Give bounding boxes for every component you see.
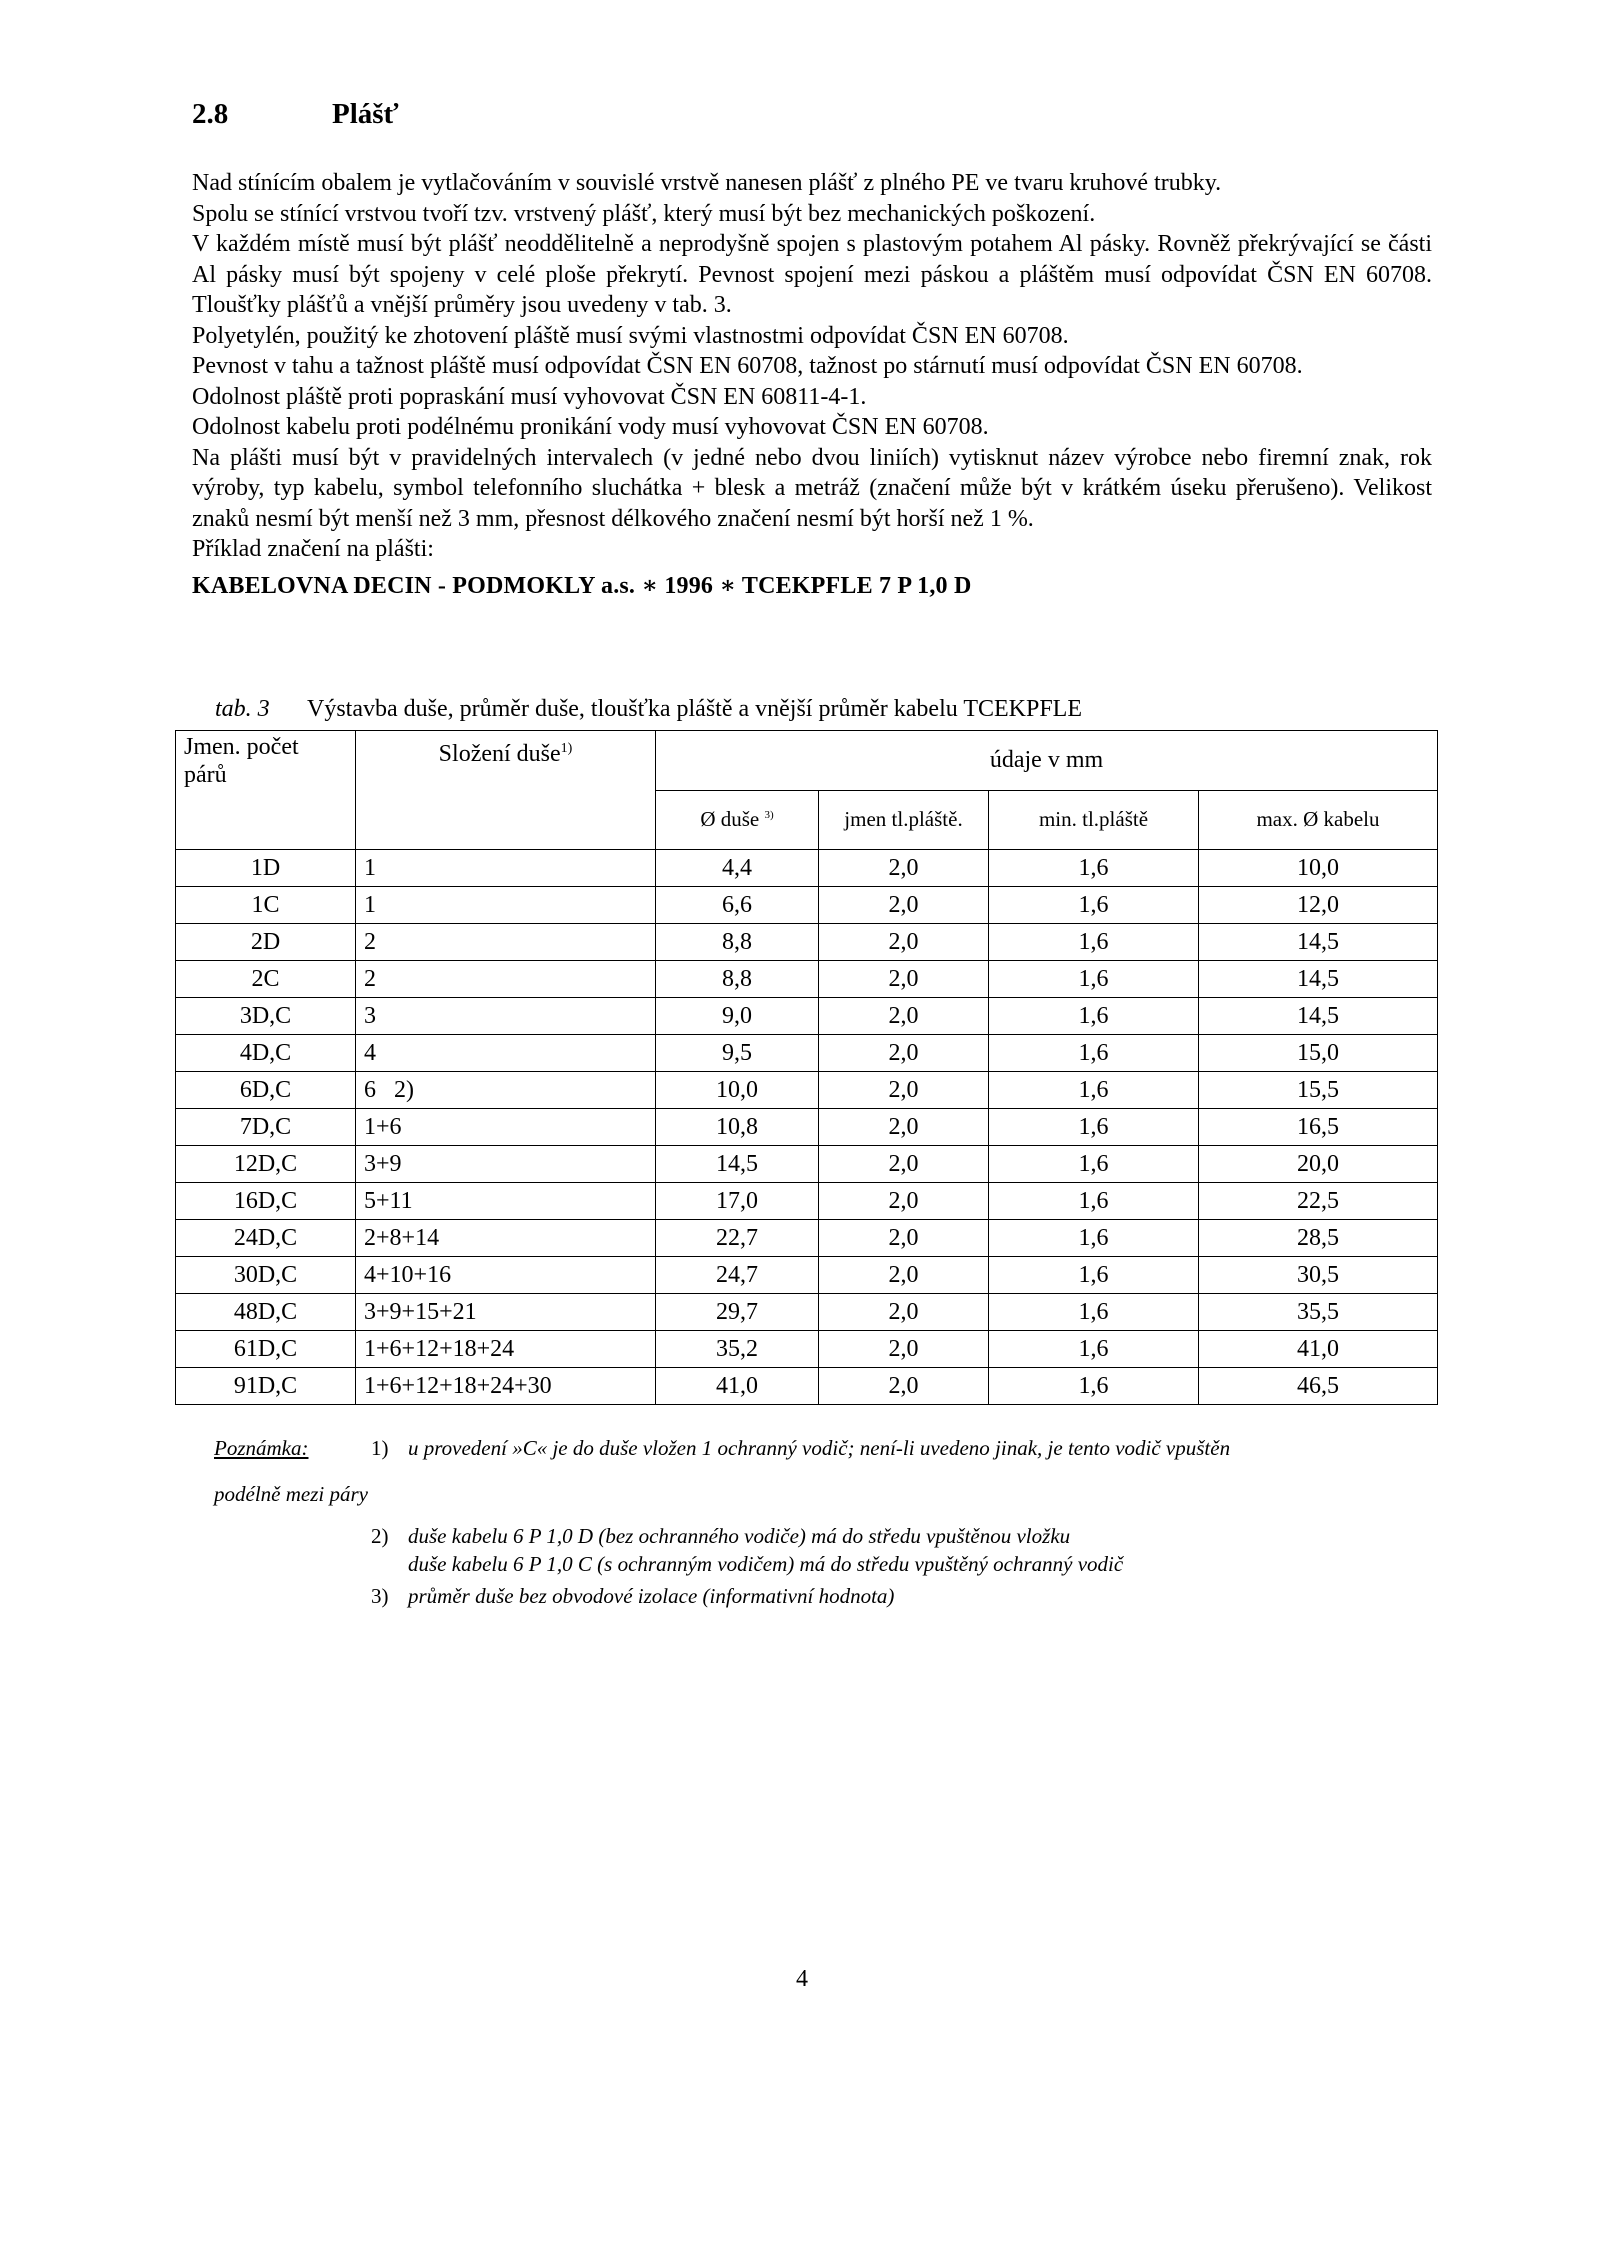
composition-cell: 3+9+15+21 [356, 1294, 656, 1331]
composition-cell: 1+6+12+18+24 [356, 1331, 656, 1368]
paragraph: Na plášti musí být v pravidelných intervalech (v jedné nebo dvou liniích) vytisknut název výrobce nebo firemní znak, rok výroby, typ kabelu, symbol telefonního sluchátka + blesk a metráž (značení může být v krátkém úseku přerušeno). Velikost znaků nesmí být menší než 3 mm, přesnost délkového značení nesmí být horší než 1 %. [192, 444, 1432, 532]
table-caption [215, 696, 1082, 723]
composition-cell: 4 [356, 1035, 656, 1072]
paragraph: Spolu se stínící vrstvou tvoří tzv. vrstvený plášť, který musí být bez mechanických poškození. [192, 200, 1096, 227]
core-diameter-cell: 41,0 [656, 1368, 819, 1405]
header-core-diameter-text: Ø duše [700, 807, 760, 832]
table-row [176, 1220, 1438, 1257]
section-number: 2.8 [192, 98, 229, 130]
composition-cell: 2 [356, 924, 656, 961]
table-row [176, 924, 1438, 961]
nominal-thickness-cell: 2,0 [819, 1183, 989, 1220]
max-diameter-cell: 28,5 [1199, 1220, 1438, 1257]
table-label: tab. 3 [215, 696, 270, 722]
nominal-thickness-cell: 2,0 [819, 1109, 989, 1146]
min-thickness-cell: 1,6 [989, 850, 1199, 887]
pairs-cell: 12D,C [176, 1146, 356, 1183]
cable-table [175, 730, 1438, 1405]
max-diameter-cell: 12,0 [1199, 887, 1438, 924]
header-composition-sup: 1) [560, 741, 573, 756]
header-min-thickness: min. tl.pláště [989, 790, 1199, 850]
composition-cell: 3 [356, 998, 656, 1035]
note-3-text: průměr duše bez obvodové izolace (informativní hodnota) [408, 1584, 895, 1608]
min-thickness-cell: 1,6 [989, 1220, 1199, 1257]
nominal-thickness-cell: 2,0 [819, 1294, 989, 1331]
composition-cell: 2+8+14 [356, 1220, 656, 1257]
paragraph: Odolnost pláště proti popraskání musí vyhovovat ČSN EN 60811-4-1. [192, 383, 867, 410]
marking-example: KABELOVNA DECIN - PODMOKLY a.s. ∗ 1996 ∗ TCEKPFLE 7 P 1,0 D [192, 572, 972, 599]
min-thickness-cell: 1,6 [989, 924, 1199, 961]
table-row [176, 1072, 1438, 1109]
table-caption-text: Výstavba duše, průměr duše, tloušťka pláště a vnější průměr kabelu TCEKPFLE [307, 696, 1082, 722]
core-diameter-cell: 4,4 [656, 850, 819, 887]
pairs-cell: 48D,C [176, 1294, 356, 1331]
min-thickness-cell: 1,6 [989, 1035, 1199, 1072]
min-thickness-cell: 1,6 [989, 1146, 1199, 1183]
header-pairs [176, 731, 356, 850]
header-nominal-thickness: jmen tl.pláště. [819, 790, 989, 850]
body-text [192, 168, 1432, 601]
header-core-diameter-sup: 3) [764, 809, 774, 822]
nominal-thickness-cell: 2,0 [819, 1331, 989, 1368]
max-diameter-cell: 20,0 [1199, 1146, 1438, 1183]
note-1-number: 1) [371, 1436, 389, 1460]
max-diameter-cell: 22,5 [1199, 1183, 1438, 1220]
composition-cell: 1 [356, 850, 656, 887]
min-thickness-cell: 1,6 [989, 1294, 1199, 1331]
core-diameter-cell: 6,6 [656, 887, 819, 924]
nominal-thickness-cell: 2,0 [819, 924, 989, 961]
table-row [176, 1109, 1438, 1146]
paragraph: V každém místě musí být plášť neoddělitelně a neprodyšně spojen s plastovým potahem Al pásky. Rovněž překrývající se části Al pásky musí být spojeny v celé ploše překrytí. Pevnost spojení mezi páskou a pláštěm musí odpovídat ČSN EN 60708. Tloušťky plášťů a vnější průměry jsou uvedeny v tab. 3. [192, 231, 1432, 318]
max-diameter-cell: 41,0 [1199, 1331, 1438, 1368]
section-title: Plášť [332, 98, 399, 130]
table-row [176, 850, 1438, 887]
core-diameter-cell: 14,5 [656, 1146, 819, 1183]
paragraph: Pevnost v tahu a tažnost pláště musí odpovídat ČSN EN 60708, tažnost po stárnutí musí odpovídat ČSN EN 60708. [192, 353, 1303, 379]
table-row [176, 887, 1438, 924]
composition-cell: 2 [356, 961, 656, 998]
section-heading [192, 98, 399, 131]
core-diameter-cell: 29,7 [656, 1294, 819, 1331]
nominal-thickness-cell: 2,0 [819, 1368, 989, 1405]
max-diameter-cell: 35,5 [1199, 1294, 1438, 1331]
pairs-cell: 91D,C [176, 1368, 356, 1405]
header-group: údaje v mm [656, 731, 1438, 791]
pairs-cell: 6D,C [176, 1072, 356, 1109]
nominal-thickness-cell: 2,0 [819, 887, 989, 924]
min-thickness-cell: 1,6 [989, 1183, 1199, 1220]
core-diameter-cell: 8,8 [656, 961, 819, 998]
pairs-cell: 16D,C [176, 1183, 356, 1220]
core-diameter-cell: 9,5 [656, 1035, 819, 1072]
composition-cell: 4+10+16 [356, 1257, 656, 1294]
header-max-diameter: max. Ø kabelu [1199, 790, 1438, 850]
note-2-line-1: duše kabelu 6 P 1,0 D (bez ochranného vodiče) má do středu vpuštěnou vložku [408, 1524, 1071, 1548]
paragraph: Nad stínícím obalem je vytlačováním v souvislé vrstvě nanesen plášť z plného PE ve tvaru kruhové trubky. [192, 170, 1222, 196]
max-diameter-cell: 30,5 [1199, 1257, 1438, 1294]
core-diameter-cell: 10,0 [656, 1072, 819, 1109]
composition-cell: 1 [356, 887, 656, 924]
table-row [176, 1183, 1438, 1220]
paragraph: Polyetylén, použitý ke zhotovení pláště musí svými vlastnostmi odpovídat ČSN EN 60708. [192, 322, 1069, 349]
note-3-number: 3) [371, 1584, 389, 1608]
composition-cell: 1+6 [356, 1109, 656, 1146]
max-diameter-cell: 15,5 [1199, 1072, 1438, 1109]
core-diameter-cell: 9,0 [656, 998, 819, 1035]
min-thickness-cell: 1,6 [989, 1257, 1199, 1294]
nominal-thickness-cell: 2,0 [819, 1072, 989, 1109]
core-diameter-cell: 8,8 [656, 924, 819, 961]
max-diameter-cell: 16,5 [1199, 1109, 1438, 1146]
core-diameter-cell: 17,0 [656, 1183, 819, 1220]
pairs-cell: 30D,C [176, 1257, 356, 1294]
table-row [176, 1368, 1438, 1405]
nominal-thickness-cell: 2,0 [819, 961, 989, 998]
min-thickness-cell: 1,6 [989, 998, 1199, 1035]
pairs-cell: 1D [176, 850, 356, 887]
pairs-cell: 2C [176, 961, 356, 998]
composition-cell: 3+9 [356, 1146, 656, 1183]
pairs-cell: 61D,C [176, 1331, 356, 1368]
nominal-thickness-cell: 2,0 [819, 1257, 989, 1294]
nominal-thickness-cell: 2,0 [819, 1035, 989, 1072]
table-row [176, 1146, 1438, 1183]
note-2-number: 2) [371, 1524, 389, 1548]
pairs-cell: 24D,C [176, 1220, 356, 1257]
max-diameter-cell: 14,5 [1199, 998, 1438, 1035]
page-number: 4 [796, 1966, 808, 1992]
max-diameter-cell: 46,5 [1199, 1368, 1438, 1405]
min-thickness-cell: 1,6 [989, 961, 1199, 998]
max-diameter-cell: 14,5 [1199, 961, 1438, 998]
nominal-thickness-cell: 2,0 [819, 1146, 989, 1183]
max-diameter-cell: 14,5 [1199, 924, 1438, 961]
note-1-continuation: podélně mezi páry [214, 1482, 368, 1506]
nominal-thickness-cell: 2,0 [819, 1220, 989, 1257]
table-row [176, 1331, 1438, 1368]
table-body [176, 850, 1438, 1405]
max-diameter-cell: 10,0 [1199, 850, 1438, 887]
note-2-line-2: duše kabelu 6 P 1,0 C (s ochranným vodičem) má do středu vpuštěný ochranný vodič [408, 1552, 1124, 1576]
table-row [176, 961, 1438, 998]
pairs-cell: 1C [176, 887, 356, 924]
pairs-cell: 2D [176, 924, 356, 961]
composition-cell: 6 2) [356, 1072, 656, 1109]
table-row [176, 1035, 1438, 1072]
max-diameter-cell: 15,0 [1199, 1035, 1438, 1072]
min-thickness-cell: 1,6 [989, 1109, 1199, 1146]
table-row [176, 1294, 1438, 1331]
core-diameter-cell: 24,7 [656, 1257, 819, 1294]
core-diameter-cell: 10,8 [656, 1109, 819, 1146]
pairs-cell: 3D,C [176, 998, 356, 1035]
min-thickness-cell: 1,6 [989, 1331, 1199, 1368]
note-1-text: u provedení »C« je do duše vložen 1 ochranný vodič; není-li uvedeno jinak, je tento vodič vpuštěn [408, 1436, 1231, 1460]
composition-cell: 5+11 [356, 1183, 656, 1220]
nominal-thickness-cell: 2,0 [819, 998, 989, 1035]
min-thickness-cell: 1,6 [989, 1368, 1199, 1405]
header-composition [356, 731, 656, 850]
header-core-diameter [656, 790, 819, 850]
pairs-cell: 4D,C [176, 1035, 356, 1072]
table-row [176, 1257, 1438, 1294]
core-diameter-cell: 22,7 [656, 1220, 819, 1257]
header-pairs-text: Jmen. počet párů [184, 734, 299, 788]
header-composition-text: Složení duše [438, 741, 561, 767]
table-row [176, 998, 1438, 1035]
nominal-thickness-cell: 2,0 [819, 850, 989, 887]
paragraph: Odolnost kabelu proti podélnému pronikání vody musí vyhovovat ČSN EN 60708. [192, 414, 989, 440]
composition-cell: 1+6+12+18+24+30 [356, 1368, 656, 1405]
min-thickness-cell: 1,6 [989, 1072, 1199, 1109]
notes-label: Poznámka: [214, 1436, 309, 1460]
min-thickness-cell: 1,6 [989, 887, 1199, 924]
core-diameter-cell: 35,2 [656, 1331, 819, 1368]
paragraph: Příklad značení na plášti: [192, 536, 434, 562]
pairs-cell: 7D,C [176, 1109, 356, 1146]
